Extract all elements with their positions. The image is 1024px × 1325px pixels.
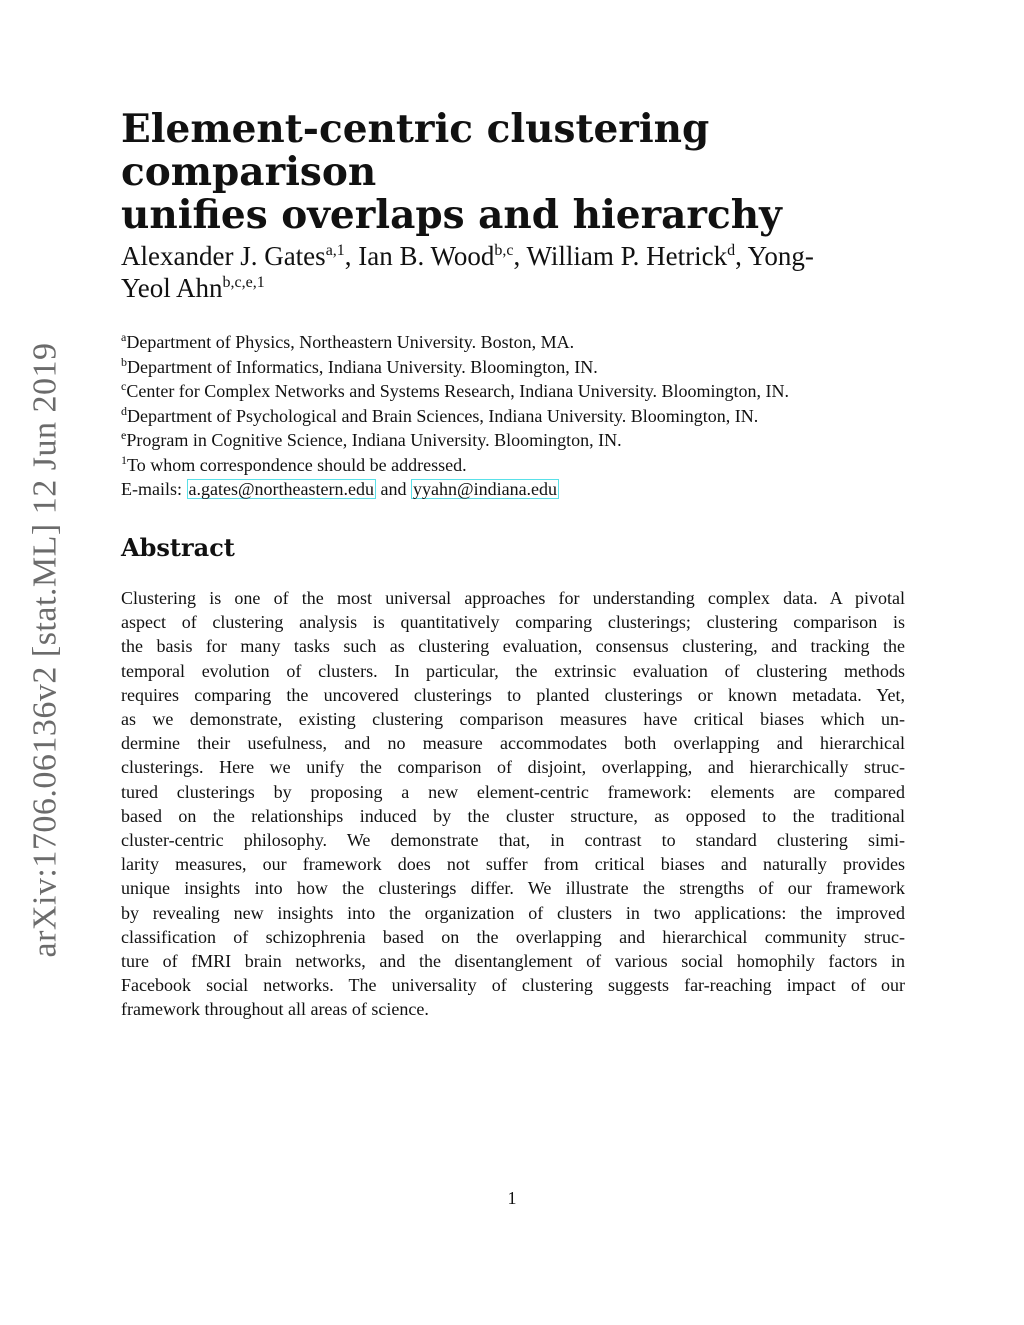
abstract-line: clusterings. Here we unify the comparison of disjoint, overlapping, and hierarchically struc- — [121, 757, 905, 778]
correspondence-note — [121, 453, 941, 478]
abstract-line: ture of fMRI brain networks, and the disentanglement of various social homophily factors in — [121, 951, 905, 972]
affiliation — [121, 330, 941, 355]
author-name: William P. Hetrick — [526, 241, 728, 271]
affiliation-marker: c — [121, 379, 127, 393]
author-name: Yeol Ahn — [121, 273, 223, 303]
affiliation-marker: a — [121, 330, 127, 344]
email-link-ahn[interactable]: yyahn@indiana.edu — [413, 479, 558, 499]
abstract-line: tured clusterings by proposing a new element-centric framework: elements are compared — [121, 781, 905, 802]
abstract-line: classification of schizophrenia based on the overlapping and hierarchical community struc- — [121, 926, 905, 947]
arxiv-identifier-text: arXiv:1706.06136v2 [stat.ML] 12 Jun 2019 — [26, 342, 64, 958]
author-affiliation-marker: b,c — [494, 242, 514, 259]
affiliation-marker: d — [121, 403, 127, 418]
email-joiner: and — [376, 479, 412, 499]
author-affiliation-marker: b,c,e,1 — [222, 274, 265, 291]
affiliation-text: To whom correspondence should be addressed. — [127, 454, 467, 475]
author-name: Alexander J. Gates — [121, 241, 326, 271]
abstract-line: the basis for many tasks such as clustering evaluation, consensus clustering, and tracking the — [121, 636, 905, 657]
paper-title-line: unifies overlaps and hierarchy — [121, 192, 782, 238]
abstract-line: Facebook social networks. The universality of clustering suggests far-reaching impact of our — [121, 975, 905, 996]
author-separator: , — [344, 241, 359, 271]
affiliation — [121, 379, 941, 404]
affiliation — [121, 355, 941, 380]
abstract-line: framework throughout all areas of science. — [121, 999, 429, 1020]
abstract-body — [121, 586, 905, 1022]
author-line — [121, 272, 921, 304]
abstract-line: dermine their usefulness, and no measure accommodates both overlapping and hierarchical — [121, 733, 905, 754]
page-number: 1 — [507, 1188, 517, 1208]
abstract-line: based on the relationships induced by the cluster structure, as opposed to the traditional — [121, 805, 905, 826]
paper-title-line: Element-centric clustering comparison — [121, 106, 710, 195]
affiliation-marker: 1 — [121, 452, 127, 467]
abstract-line: aspect of clustering analysis is quantitatively comparing clusterings; clustering comparison is — [121, 612, 905, 633]
author-name: Yong- — [747, 241, 814, 271]
paper-title — [121, 108, 921, 237]
affiliation-text: Department of Psychological and Brain Sciences, Indiana University. Bloomington, IN. — [127, 405, 759, 426]
affiliation-marker: e — [121, 428, 127, 442]
author-separator: , — [513, 241, 527, 271]
affiliation-text: Center for Complex Networks and Systems Research, Indiana University. Bloomington, IN. — [126, 381, 790, 401]
author-affiliation-marker: a,1 — [325, 242, 345, 259]
author-separator: , — [735, 241, 748, 271]
author-line — [121, 240, 921, 272]
affiliation-text: Department of Physics, Northeastern University. Boston, MA. — [126, 332, 575, 352]
email-prefix: E-mails: — [121, 479, 187, 499]
abstract-line: unique insights into how the clusterings differ. We illustrate the strengths of our framework — [121, 878, 905, 899]
affiliation — [121, 428, 941, 453]
abstract-line: temporal evolution of clusters. In particular, the extrinsic evaluation of clustering methods — [121, 660, 905, 681]
abstract-line: larity measures, our framework does not suffer from critical biases and naturally provides — [121, 854, 905, 875]
abstract-line: Clustering is one of the most universal approaches for understanding complex data. A pivotal — [121, 588, 905, 608]
abstract-line: as we demonstrate, existing clustering comparison measures have critical biases which un- — [121, 709, 905, 730]
email-line — [121, 477, 941, 502]
email-link-gates[interactable]: a.gates@northeastern.edu — [188, 479, 375, 499]
abstract-line: cluster-centric philosophy. We demonstrate that, in contrast to standard clustering simi- — [121, 830, 905, 851]
affiliation-text: Department of Informatics, Indiana University. Bloomington, IN. — [127, 356, 598, 377]
affiliation — [121, 404, 941, 429]
affiliation-list — [121, 330, 941, 502]
abstract-heading: Abstract — [121, 533, 235, 562]
author-name: Ian B. Wood — [358, 241, 495, 271]
arxiv-identifier — [20, 342, 70, 958]
affiliation-text: Program in Cognitive Science, Indiana University. Bloomington, IN. — [126, 430, 622, 450]
author-affiliation-marker: d — [727, 242, 736, 259]
abstract-line: by revealing new insights into the organization of clusters in two applications: the improved — [121, 902, 905, 923]
affiliation-marker: b — [121, 354, 127, 369]
author-list — [121, 240, 921, 304]
abstract-line: requires comparing the uncovered clusterings to planted clusterings or known metadata. Yet, — [121, 684, 905, 705]
